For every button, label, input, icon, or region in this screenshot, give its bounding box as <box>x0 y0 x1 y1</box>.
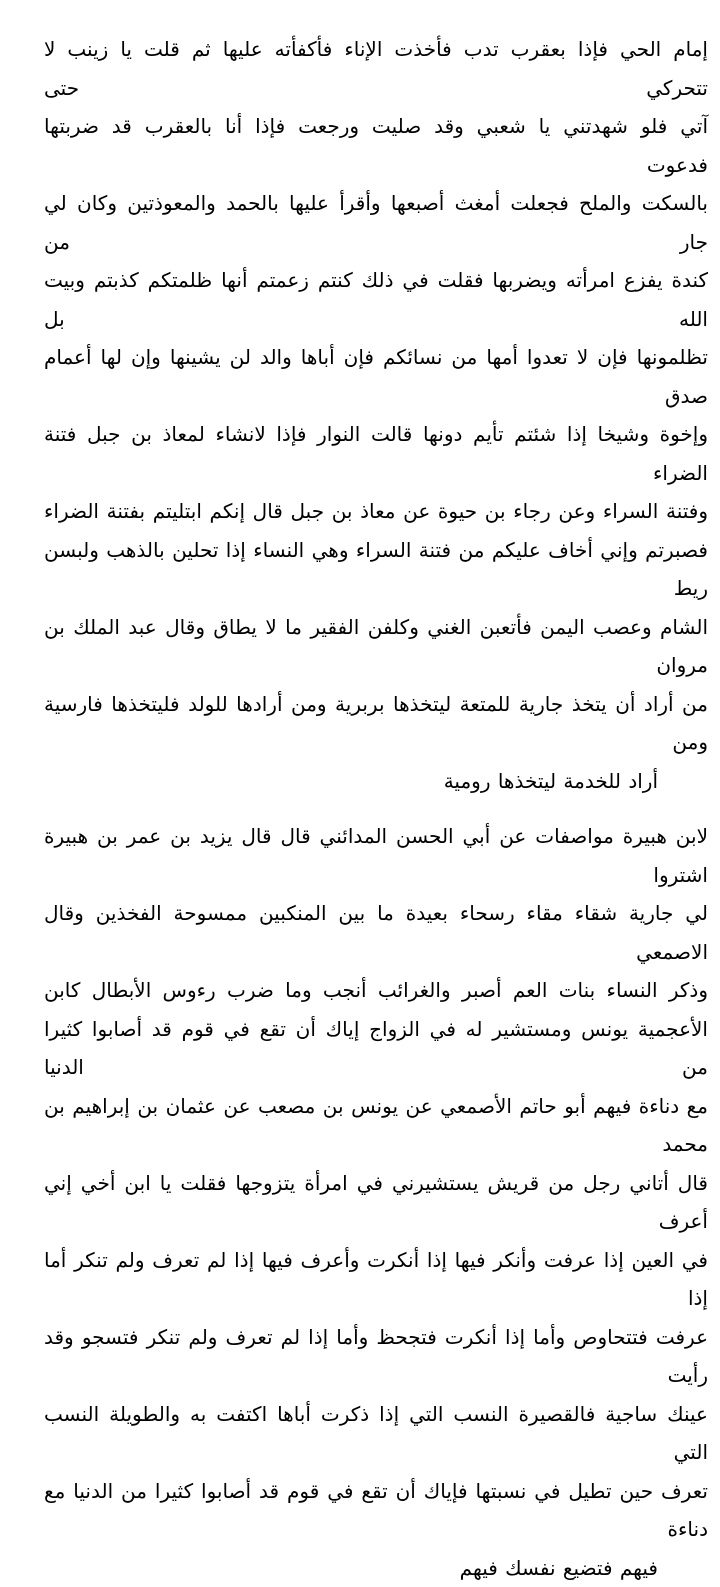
text-line: كندة يفزع امرأته ويضربها فقلت في ذلك كنتم زعمتم أنها ظلمتكم كذبتم وبيت الله بل <box>44 261 708 338</box>
text-line: وإخوة وشيخا إذا شئتم تأيم دونها قالت النوار فإذا لانشاء لمعاذ بن جبل فتنة الضراء <box>44 415 708 492</box>
paragraph-2 <box>44 817 708 1587</box>
text-line: الأعجمية يونس ومستشير له في الزواج إياك أن تقع في قوم قد أصابوا كثيرا من الدنيا <box>44 1010 708 1087</box>
text-line: عينك ساجية فالقصيرة النسب التي إذا ذكرت أباها اكتفت به والطويلة النسب التي <box>44 1395 708 1472</box>
text-line: الشام وعصب اليمن فأتعبن الغني وكلفن الفقير ما لا يطاق وقال عبد الملك بن مروان <box>44 608 708 685</box>
text-line: مع دناءة فيهم أبو حاتم الأصمعي عن يونس بن مصعب عن عثمان بن إبراهيم بن محمد <box>44 1087 708 1164</box>
text-line: إمام الحي فإذا بعقرب تدب فأخذت الإناء فأكفأته عليها ثم قلت يا زينب لا تتحركي حتى <box>44 30 708 107</box>
text-line: وذكر النساء بنات العم أصبر والغرائب أنجب وما ضرب رءوس الأبطال كابن <box>44 971 708 1010</box>
text-line: لي جارية شقاء مقاء رسحاء بعيدة ما بين المنكبين ممسوحة الفخذين وقال الاصمعي <box>44 894 708 971</box>
text-line-paragraph-end: أراد للخدمة ليتخذها رومية <box>44 762 708 801</box>
text-line-paragraph-end: فيهم فتضيع نفسك فيهم <box>44 1549 708 1587</box>
text-line: آتي فلو شهدتني يا شعبي وقد صليت ورجعت فإذا أنا بالعقرب قد ضربتها فدعوت <box>44 107 708 184</box>
text-line: تعرف حين تطيل في نسبتها فإياك أن تقع في قوم قد أصابوا كثيرا من الدنيا مع دناءة <box>44 1472 708 1549</box>
text-line: لابن هبيرة مواصفات عن أبي الحسن المدائني قال قال يزيد بن عمر بن هبيرة اشتروا <box>44 817 708 894</box>
text-line: وفتنة السراء وعن رجاء بن حيوة عن معاذ بن جبل قال إنكم ابتليتم بفتنة الضراء <box>44 492 708 531</box>
text-line: بالسكت والملح فجعلت أمغث أصبعها وأقرأ عليها بالحمد والمعوذتين وكان لي جار من <box>44 184 708 261</box>
text-line: فصبرتم وإني أخاف عليكم من فتنة السراء وهي النساء إذا تحلين بالذهب ولبسن ريط <box>44 531 708 608</box>
text-line: في العين إذا عرفت وأنكر فيها إذا أنكرت وأعرف فيها إذا لم تعرف ولم تنكر أما إذا <box>44 1241 708 1318</box>
text-line: عرفت فتتحاوص وأما إذا أنكرت فتجحظ وأما إذا لم تعرف ولم تنكر فتسجو وقد رأيت <box>44 1318 708 1395</box>
text-line: قال أتاني رجل من قريش يستشيرني في امرأة يتزوجها فقلت يا ابن أخي إني أعرف <box>44 1164 708 1241</box>
text-line: تظلمونها فإن لا تعدوا أمها من نسائكم فإن أباها والد لن يشينها وإن لها أعمام صدق <box>44 338 708 415</box>
text-line: من أراد أن يتخذ جارية للمتعة ليتخذها بربرية ومن أرادها للولد فليتخذها فارسية ومن <box>44 685 708 762</box>
paragraph-1 <box>44 30 708 800</box>
